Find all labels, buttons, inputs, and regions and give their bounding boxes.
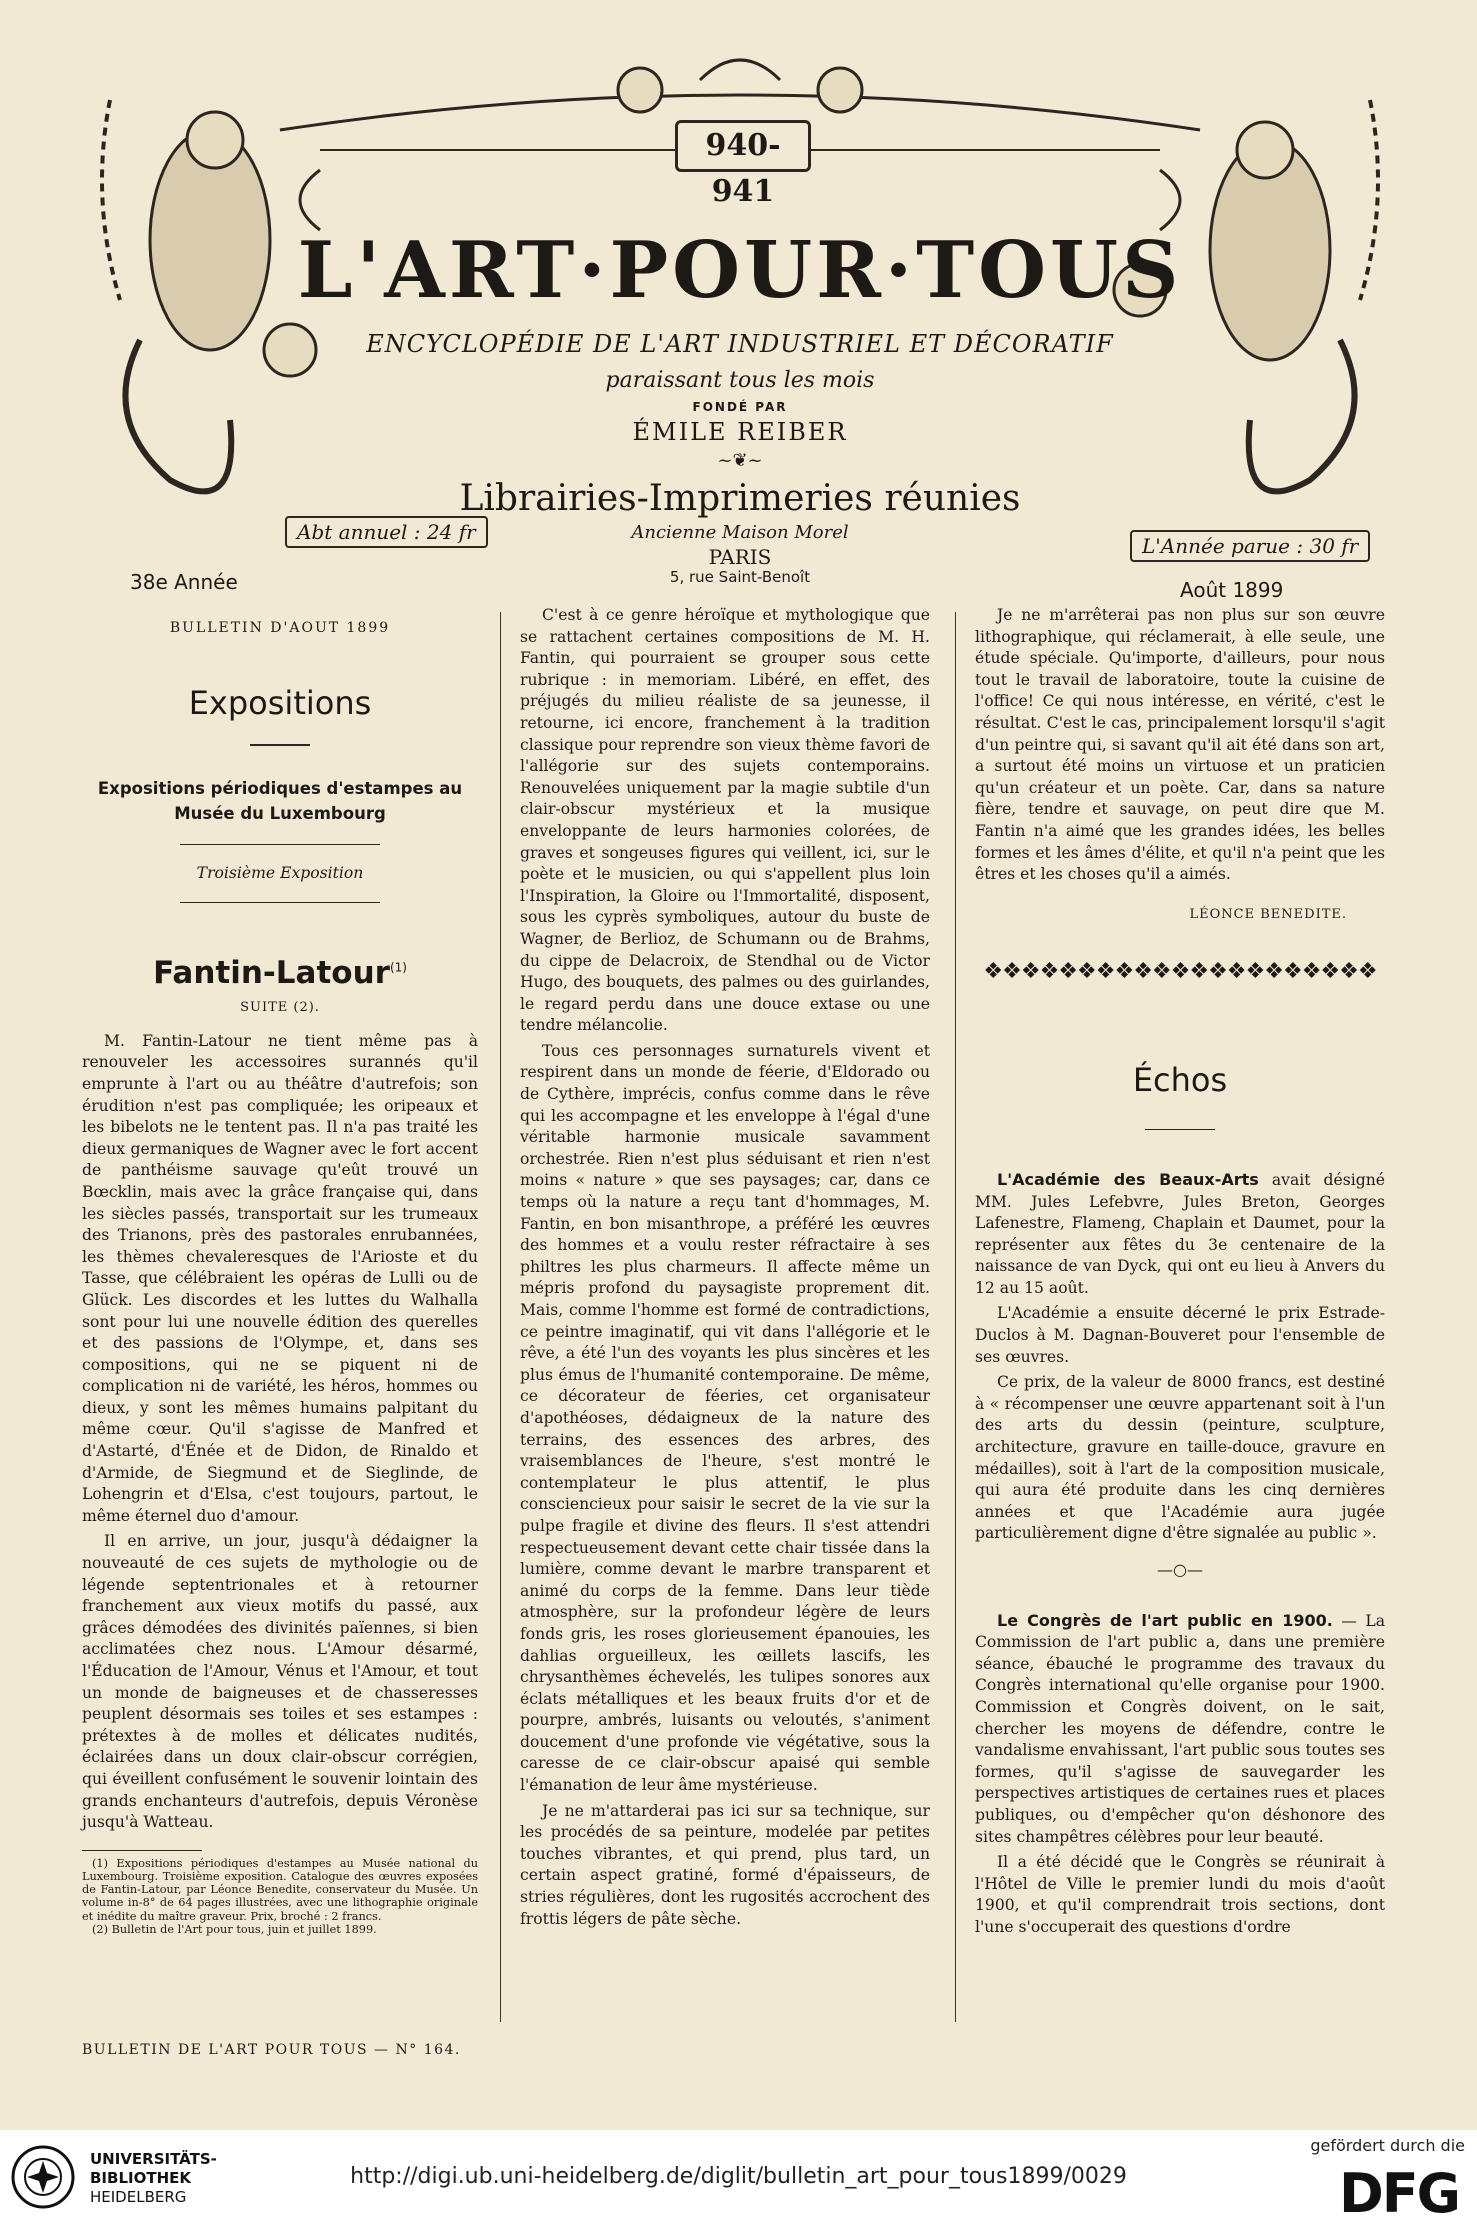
footnotes <box>82 1857 478 1936</box>
city: PARIS <box>708 545 772 569</box>
page-footer: BULLETIN DE L'ART POUR TOUS — N° 164. <box>82 2042 461 2058</box>
entry-lead: Le Congrès de l'art public en 1900. <box>997 1610 1333 1630</box>
article-title <box>82 955 478 991</box>
small-ornament: ~❦~ <box>717 450 763 471</box>
paragraph: Il en arrive, un jour, jusqu'à dédaigner la nouveauté de ces sujets de mythologie ou de légende septentrionales et à retourner franchement aux vieux motifs du passé, aux grâces démodées des divinités païennes, si bien acclimatées chez nous. L'Amour désarmé, l'Éducation de l'Amour, Vénus et l'Amour, et tout un monde de baigneuses et de chasseresses peuplent désormais ses toiles et ses estampes : prétextes à de molles et délicates nudités, éclairées dans un doux clair-obscur corrégien, qui éveillent confusément le souvenir lointain des grands enchanteurs d'autrefois, depuis Véronèse jusqu'à Watteau. <box>82 1532 478 1832</box>
address: 5, rue Saint-Benoît <box>669 568 811 586</box>
ornament-band: ❖❖❖❖❖❖❖❖❖❖❖❖❖❖❖❖❖❖❖❖❖ <box>983 961 1377 983</box>
publisher: Librairies-Imprimeries réunies <box>459 478 1021 519</box>
issue-number: 940-941 <box>675 120 811 172</box>
paragraph <box>975 1611 1385 1849</box>
article-title-text: Fantin-Latour <box>153 955 390 992</box>
exhibition-label: Troisième Exposition <box>196 863 364 882</box>
column-2 <box>520 605 930 1934</box>
subheading: Expositions périodiques d'estampes au Musée du Luxembourg <box>97 778 463 823</box>
dfg-logo: DFG <box>1338 2162 1459 2225</box>
divider-mark: —○— <box>1157 1560 1203 1579</box>
bulletin-heading: BULLETIN D'AOUT 1899 <box>169 620 391 636</box>
paragraph: Il a été décidé que le Congrès se réunirait à l'Hôtel de Ville le premier lundi du mois d'août 1900, et qu'il comprendrait trois sections, dont l'une s'occuperait des questions d'ordre <box>975 1853 1385 1936</box>
paragraph: L'Académie a ensuite décerné le prix Estrade-Duclos à M. Dagnan-Bouveret pour l'ensemble de ses œuvres. <box>975 1304 1385 1366</box>
library-line: UNIVERSITÄTS- <box>90 2150 217 2168</box>
column-3 <box>975 605 1385 1943</box>
column-rule-1 <box>500 612 501 2022</box>
entry-lead: L'Académie des Beaux-Arts <box>997 1169 1259 1189</box>
section-title-echos: Échos <box>1132 1060 1228 1099</box>
paragraph: C'est à ce genre héroïque et mythologique que se rattachent certaines compositions de M. H. Fantin, qui pourraient se grouper sous cette rubrique : in memoriam. Libéré, en effet, des préjugés du milieu réaliste de sa jeunesse, il retourne, ici encore, franchement à la tradition classique pour reprendre son vieux thème favori de l'allégorie sur des sujets contemporains. Renouvelées uniquement par la magie subtile d'un clair-obscur mystérieux et la musique enveloppante de leurs harmonies colorées, de graves et songeuses figures qui veillent, ici, sur le poète et le musicien, ou qui s'appellent plus loin l'Inspiration, la Gloire ou l'Immortalité, disposent, sous les cyprès symboliques, autour du buste de Wagner, de Berlioz, de Schumann ou de Brahms, du cippe de Delacroix, de Stendhal ou de Victor Hugo, des bouquets, des palmes ou des guirlandes, le regard perdu dans une douce extase ou une tendre mélancolie. <box>520 606 930 1035</box>
paragraph: Tous ces personnages surnaturels vivent et respirent dans un monde de féerie, d'Eldorado ou de Cythère, imprécis, confus comme dans le rêve qui les accompagne et les enveloppe à l'égal d'une véritable harmonie musicale savamment orchestrée. Rien n'est plus séduisant et rien n'est moins « nature » que ses paysages; car, dans ce temps où la nature a reçu tant d'hommages, M. Fantin, en bon misanthrope, a préféré les œuvres des hommes et a voulu rester réfractaire à ses philtres les plus charmeurs. Il affecte même un mépris profond du paysagiste proprement dit. Mais, comme l'homme est formé de contradictions, ce peintre imaginatif, qui vit dans l'allégorie et le rêve, a été l'un des voyants les plus sincères et les plus émus de l'humanité contemporaine. De même, ce décorateur de féeries, cet organisateur d'apothéoses, dédaigneux de la nature des terrains, des essences des arbres, des vraisemblances de l'heure, s'est montré le contemplateur le plus attentif, le plus consciencieux pour saisir le secret de la vie sur la pulpe fragile et divine des fleurs. Il s'est attendri respectueusement devant cette chair tissée dans la lumière, comme devant le marbre transparent et animé du corps de la femme. Dans leur tiède atmosphère, sur la profondeur légère de leurs fonds gris, les roses glorieusement épanouies, les dahlias orgueilleux, les œillets lascifs, les chrysanthèmes échevelés, les tulipes sonores aux éclats métalliques et les beaux fruits d'or et de pourpre, ambrés, luisants ou veloutés, s'animent doucement d'une profonde vie végétative, sous la caresse de ce clair-obscur apaisé qui semble l'émanation de leur âme mystérieuse. <box>520 1041 930 1795</box>
footnote: (2) Bulletin de l'Art pour tous, juin et juillet 1899. <box>92 1922 377 1936</box>
annual-price: Abt annuel : 24 fr <box>285 516 488 548</box>
divider <box>1145 1129 1215 1130</box>
journal-subtitle: ENCYCLOPÉDIE DE L'ART INDUSTRIEL ET DÉCORATIF <box>366 330 1114 358</box>
column-rule-2 <box>955 612 956 2022</box>
paragraph: Je ne m'arrêterai pas non plus sur son œuvre lithographique, qui réclamerait, à elle seule, une étude spéciale. Qu'importe, d'ailleurs, pour nous tout le travail de laboratoire, toute la cuisine de l'office! Ce qui nous intéresse, en vérité, c'est le résultat. C'est le cas, principalement lorsqu'il s'agit d'un peintre qui, si savant qu'il ait été dans son art, a surtout été moins un virtuose et un praticien qu'un créateur et un poète. Car, dans sa nature fière, tendre et sauvage, on peut dire que M. Fantin n'a aimé que les grandes idées, les belles formes et les âmes d'élite, et qu'il n'a peint que les êtres et les choses qu'il a aimés. <box>975 606 1385 884</box>
digitization-bar <box>0 2130 1477 2227</box>
journal-title: L'ART·POUR·TOUS <box>297 225 1183 316</box>
library-line: BIBLIOTHEK <box>90 2169 191 2187</box>
paragraph: Je ne m'attarderai pas ici sur sa technique, sur les procédés de sa peinture, modelée par petites touches vibrantes, et qui prend, plus tard, un certain aspect gratiné, formé d'épaisseurs, de stries régulières, dont les rugosités accrochent des frottis légers de pâte sèche. <box>520 1801 930 1928</box>
funded-label: gefördert durch die <box>1310 2136 1465 2155</box>
former-name: Ancienne Maison Morel <box>631 522 849 543</box>
footnote-marker: (1) <box>389 960 407 975</box>
entry-body: avait désigné MM. Jules Lefebvre, Jules Breton, Georges Lafenestre, Flameng, Chaplain et Daumet, pour la représenter aux fêtes du 3e centenaire de la naissance de van Dyck, qui ont eu lieu à Anvers du 12 au 15 août. <box>975 1170 1385 1297</box>
section-title-expositions: Expositions <box>188 683 372 722</box>
divider <box>180 902 380 903</box>
footnote: (1) Expositions périodiques d'estampes au Musée national du Luxembourg. Troisième exposition. Catalogue des œuvres exposées de Fantin-Latour, par Léonce Benedite, conservateur du Musée. Un volume in-8° de 64 pages illustrées, avec une lithographie originale et inédite du maître graveur. Prix, broché : 2 francs. <box>82 1856 478 1923</box>
entry-body: — La Commission de l'art public a, dans une première séance, ébauché le programme des travaux du Congrès international qu'elle organise pour 1900. Commission et Congrès doivent, on le sait, chercher les moyens de défendre, contre le vandalisme envahissant, l'art public sous toutes ses formes, qu'il s'agisse de sauvegarder les perspectives artistiques de certaines rues et places publiques, ou d'empêcher qu'on déshonore des sites champêtres célèbres pour leur beauté. <box>975 1611 1385 1846</box>
paragraph: Ce prix, de la valeur de 8000 francs, est destiné à « récompenser une œuvre appartenant soit à l'un des arts du dessin (peinture, sculpture, architecture, gravure en taille-douce, gravure en médailles), soit à l'art de la composition musicale, qui aura été produite dans les cinq dernières années et que l'Académie aura jugée particulièrement digne d'être signalée au public ». <box>975 1373 1385 1543</box>
source-url-link[interactable]: http://digi.ub.uni-heidelberg.de/diglit/bulletin_art_pour_tous1899/0029 <box>350 2164 1127 2189</box>
paragraph <box>975 1170 1385 1300</box>
divider <box>250 744 310 746</box>
issue-date: Août 1899 <box>1180 578 1284 602</box>
founder-name: ÉMILE REIBER <box>632 418 848 446</box>
paragraph: M. Fantin-Latour ne tient même pas à renouveler les accessoires surannés qu'il emprunte à l'art ou au théâtre d'autrefois; son érudition n'est pas compliquée; les oripeaux et les bibelots ne le tentent pas. Il n'a pas traité les dieux germaniques de Wagner avec le fort accent de panthéisme sauvage qu'eût trouvé un Bœcklin, mais avec la grâce française qui, dans les siècles passés, transportait sur les trumeaux des Trianons, près des pastorales enrubannées, les thèmes chevaleresques de l'Arioste et du Tasse, que célébraient les opéras de Lulli ou de Glück. Les discordes et les luttes du Walhalla sont pour lui une nouvelle édition des querelles et des passions de l'Olympe, et, dans ses compositions, qui ne se piquent ni de complication ni de variété, les héros, hommes ou dieux, y sont les mêmes humains palpitant du même cœur. Qu'il s'agisse de Manfred et d'Astarté, d'Énée et de Didon, de Rinaldo et d'Armide, de Siegmund et de Sieglinde, de Lohengrin et d'Elsa, c'est toujours, partout, le même éternel duo d'amour. <box>82 1031 478 1525</box>
column-1 <box>82 605 478 1936</box>
divider <box>180 844 380 845</box>
footnote-divider <box>82 1850 202 1851</box>
library-line: HEIDELBERG <box>90 2188 187 2206</box>
year-label: 38e Année <box>130 570 238 594</box>
founded-label: FONDÉ PAR <box>692 400 788 414</box>
suite-label: SUITE (2). <box>240 1000 320 1016</box>
frequency: paraissant tous les mois <box>605 368 875 393</box>
signature: LÉONCE BENEDITE. <box>1189 906 1347 922</box>
year-price: L'Année parue : 30 fr <box>1130 530 1370 562</box>
